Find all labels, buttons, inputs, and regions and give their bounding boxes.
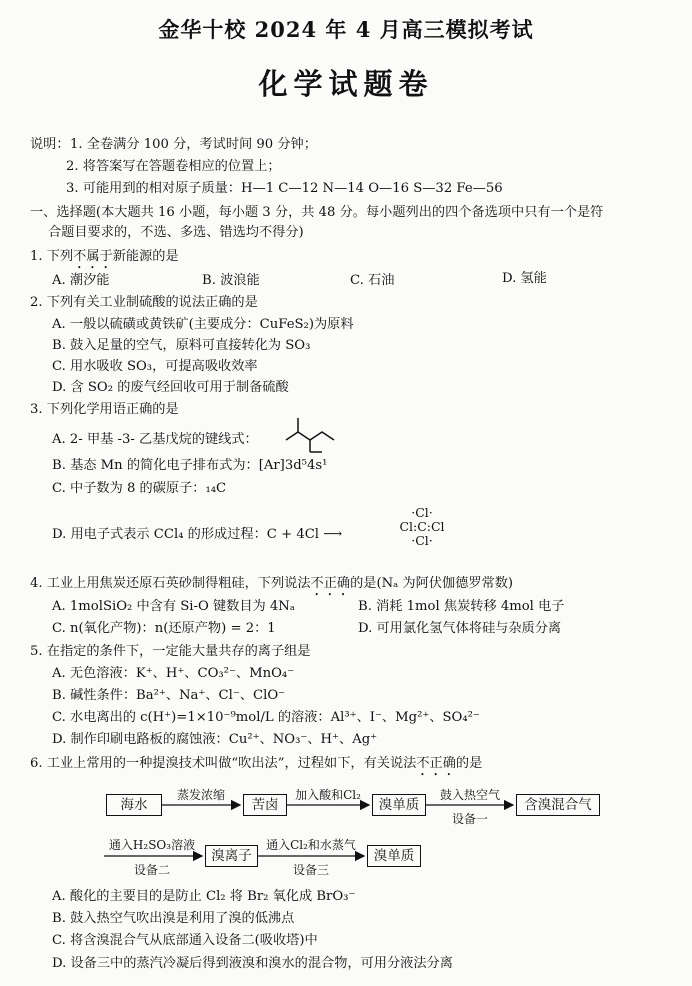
stem-text: 新能源的是 <box>112 249 179 264</box>
option-c: C. 用水吸收 SO₃，可提高吸收效率 <box>52 359 258 374</box>
question-3-stem: 3. 下列化学用语正确的是 <box>30 402 179 417</box>
lewis-bottom: ·Cl· <box>411 533 433 548</box>
flow-label: 鼓入热空气 <box>439 788 500 802</box>
option-a: A. 1molSiO₂ 中含有 Si-O 键数目为 4Nₐ <box>52 599 295 614</box>
stem-text: 的是(Nₐ 为阿伏伽德罗常数) <box>350 576 514 591</box>
section-header: 一、选择题(本大题共 16 小题，每小题 3 分，共 48 分。每小题列出的四个备选项中只有一个是符 <box>30 205 604 220</box>
flow-label: 设备二 <box>133 863 170 877</box>
option-d: D. 设备三中的蒸汽冷凝后得到液溴和溴水的混合物，可用分液法分离 <box>52 956 453 971</box>
option-a: A. 潮汐能 <box>52 273 110 288</box>
flow-label: 设备一 <box>451 812 488 826</box>
option-a: A. 2- 甲基 -3- 乙基戊烷的键线式： <box>52 432 258 447</box>
option-c: C. 将含溴混合气从底部通入设备二(吸收塔)中 <box>52 933 318 948</box>
question-5-stem: 5. 在指定的条件下，一定能大量共存的离子组是 <box>30 644 311 659</box>
option-a: A. 一般以硫磺或黄铁矿(主要成分：CuFeS₂)为原料 <box>52 317 354 332</box>
option-b: B. 鼓入热空气吹出溴是利用了溴的低沸点 <box>52 911 295 926</box>
question-2-stem: 2. 下列有关工业制硫酸的说法正确的是 <box>30 295 258 310</box>
stem-text: 的是 <box>455 756 483 771</box>
flow-label: 蒸发浓缩 <box>176 788 225 802</box>
option-b: B. 碱性条件：Ba²⁺、Na⁺、Cl⁻、ClO⁻ <box>52 688 286 703</box>
flow-box-mixed-gas: 含溴混合气 <box>516 794 600 816</box>
flow-box-bromide-ion: 溴离子 <box>205 845 258 867</box>
option-a: A. 酸化的主要目的是防止 Cl₂ 将 Br₂ 氧化成 BrO₃⁻ <box>52 889 356 904</box>
flow-label: 设备三 <box>292 863 329 877</box>
stem-text: 4. 工业上用焦炭还原石英砂制得粗硅，下列说法 <box>30 576 311 591</box>
emphasis-text: 不正确 <box>416 756 456 771</box>
emphasis-text: 不属于 <box>73 249 113 264</box>
flow-box-seawater: 海水 <box>106 794 162 816</box>
option-b: B. 波浪能 <box>202 273 260 288</box>
stem-text: 1. 下列 <box>30 249 74 264</box>
stem-text: 6. 工业上常用的一种提溴技术叫做“吹出法”，过程如下，有关说法 <box>30 756 417 771</box>
emphasis-text: 不正确 <box>310 576 351 591</box>
instruction-item: 1. 全卷满分 100 分，考试时间 90 分钟； <box>70 137 317 152</box>
option-b: B. 消耗 1mol 焦炭转移 4mol 电子 <box>358 599 565 614</box>
exam-title: 金华十校 2024 年 4 月高三模拟考试 <box>158 17 534 42</box>
option-d: D. 制作印刷电路板的腐蚀液：Cu²⁺、NO₃⁻、H⁺、Ag⁺ <box>52 732 378 747</box>
option-a: A. 无色溶液：K⁺、H⁺、CO₃²⁻、MnO₄⁻ <box>52 666 295 681</box>
option-d: D. 含 SO₂ 的废气经回收可用于制备硫酸 <box>52 380 289 395</box>
flow-box-bittern: 苦卤 <box>243 794 287 816</box>
instructions-label: 说明： <box>30 137 70 152</box>
flow-box-bromine: 溴单质 <box>372 794 426 816</box>
instruction-item: 2. 将答案写在答题卷相应的位置上； <box>66 159 281 174</box>
option-c: C. 中子数为 8 的碳原子：₁₄C <box>52 481 227 496</box>
flow-label: 通入H₂SO₃溶液 <box>108 838 196 852</box>
option-d: D. 用电子式表示 CCl₄ 的形成过程：C + 4Cl ⟶ <box>52 527 343 542</box>
option-d: D. 氢能 <box>502 271 547 286</box>
lewis-middle: Cl:C:Cl <box>399 519 445 534</box>
flow-label: 加入酸和Cl₂ <box>295 788 361 802</box>
option-c: C. n(氧化产物)：n(还原产物) = 2：1 <box>52 621 276 636</box>
lewis-top: ·Cl· <box>411 505 433 520</box>
section-header-cont: 合题目要求的，不选、多选、错选均不得分) <box>48 225 304 240</box>
paper-subtitle: 化学试题卷 <box>258 67 434 101</box>
flow-box-bromine: 溴单质 <box>367 845 421 867</box>
option-b: B. 基态 Mn 的简化电子排布式为：[Ar]3d⁵4s¹ <box>52 458 328 473</box>
option-c: C. 石油 <box>350 273 395 288</box>
instruction-item: 3. 可能用到的相对原子质量：H—1 C—12 N—14 O—16 S—32 Fe—56 <box>66 181 503 196</box>
option-b: B. 鼓入足量的空气，原料可直接转化为 SO₃ <box>52 338 311 353</box>
flow-label: 通入Cl₂和水蒸气 <box>266 838 356 852</box>
option-d: D. 可用氯化氢气体将硅与杂质分离 <box>358 621 562 636</box>
option-c: C. 水电离出的 c(H⁺)=1×10⁻⁹mol/L 的溶液：Al³⁺、I⁻、Mg²⁺、SO₄²⁻ <box>52 710 480 725</box>
